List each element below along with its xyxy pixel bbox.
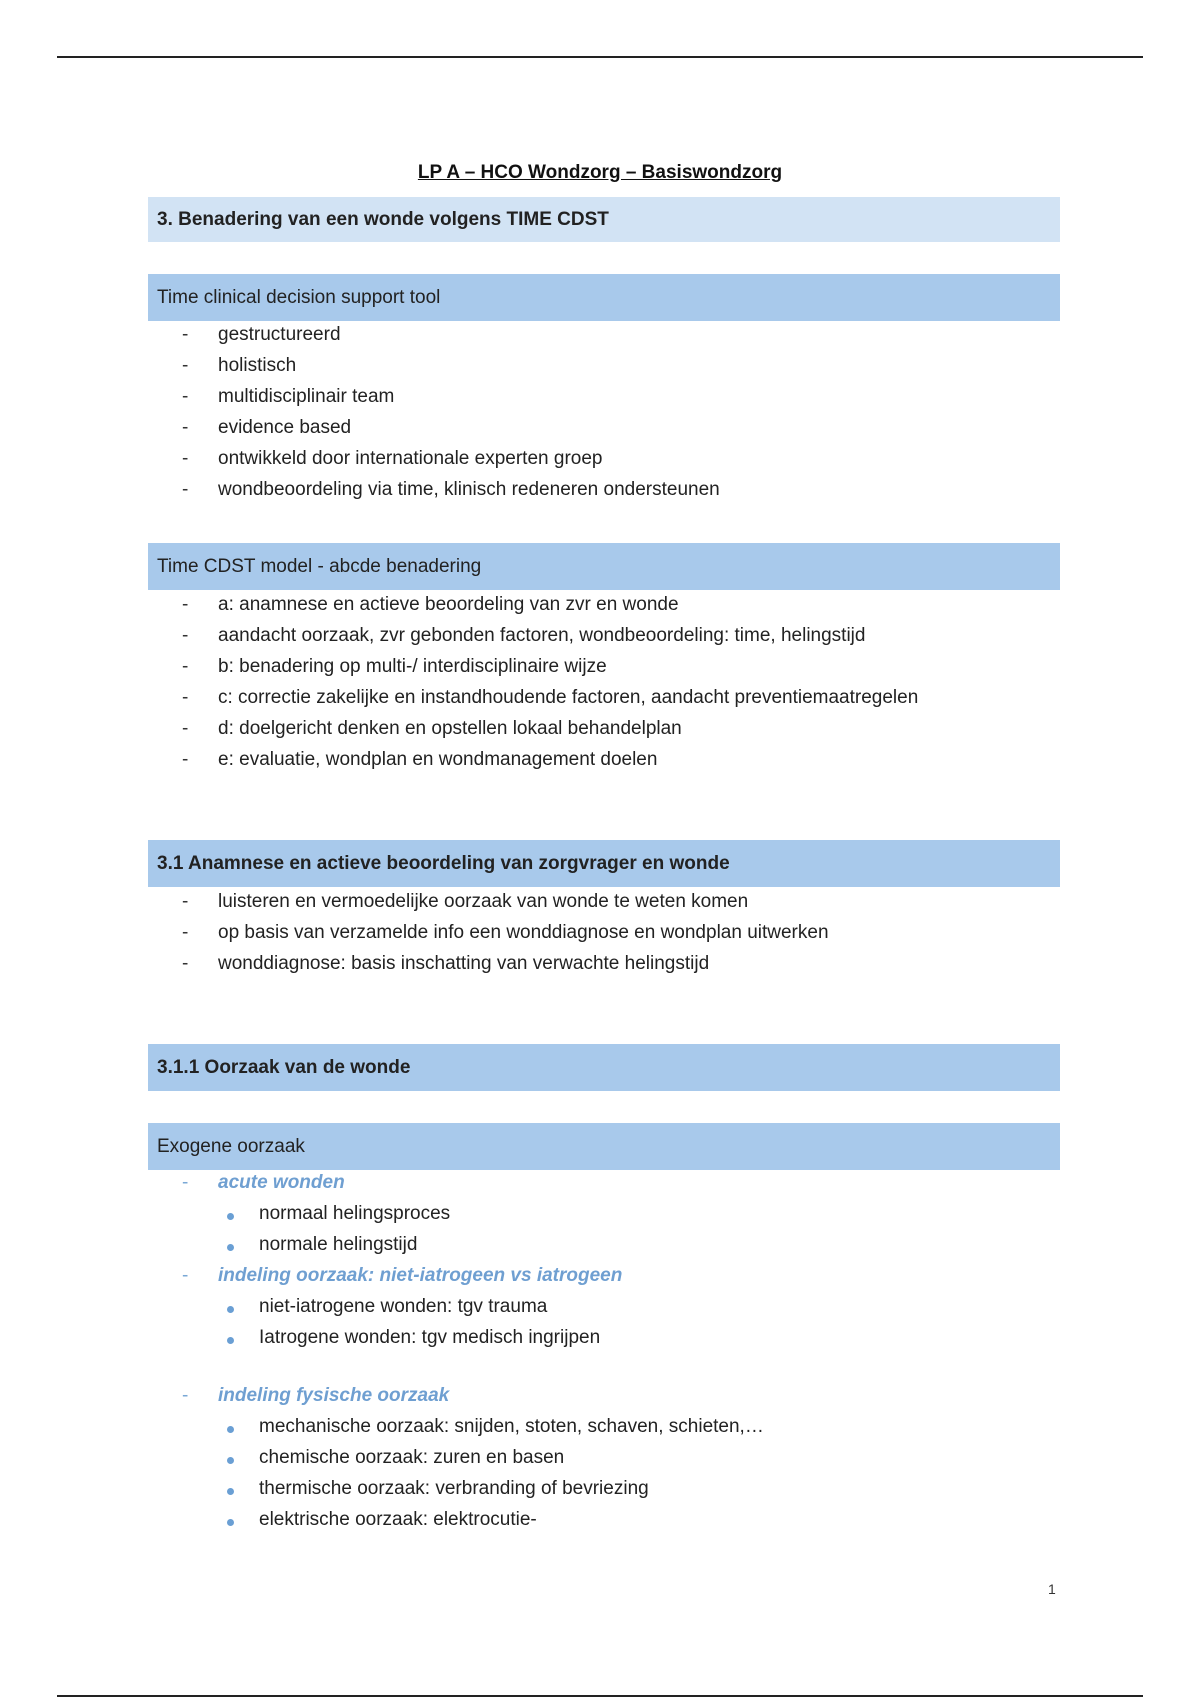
- footer-rule: [57, 1695, 1143, 1697]
- section-heading-time-tool: Time clinical decision support tool: [148, 274, 1060, 321]
- section-heading-anamnese: 3.1 Anamnese en actieve beoordeling van zorgvrager en wonde: [148, 840, 1060, 887]
- header-rule: [57, 56, 1143, 58]
- section-heading-cdst-model: Time CDST model - abcde benadering: [148, 543, 1060, 590]
- document-title: LP A – HCO Wondzorg – Basiswondzorg: [417, 162, 783, 183]
- section-heading-exogeen: Exogene oorzaak: [148, 1123, 1060, 1170]
- section-heading-oorzaak: 3.1.1 Oorzaak van de wonde: [148, 1044, 1060, 1091]
- page-number: 1: [1048, 1581, 1056, 1597]
- chapter-heading: 3. Benadering van een wonde volgens TIME CDST: [148, 197, 1060, 242]
